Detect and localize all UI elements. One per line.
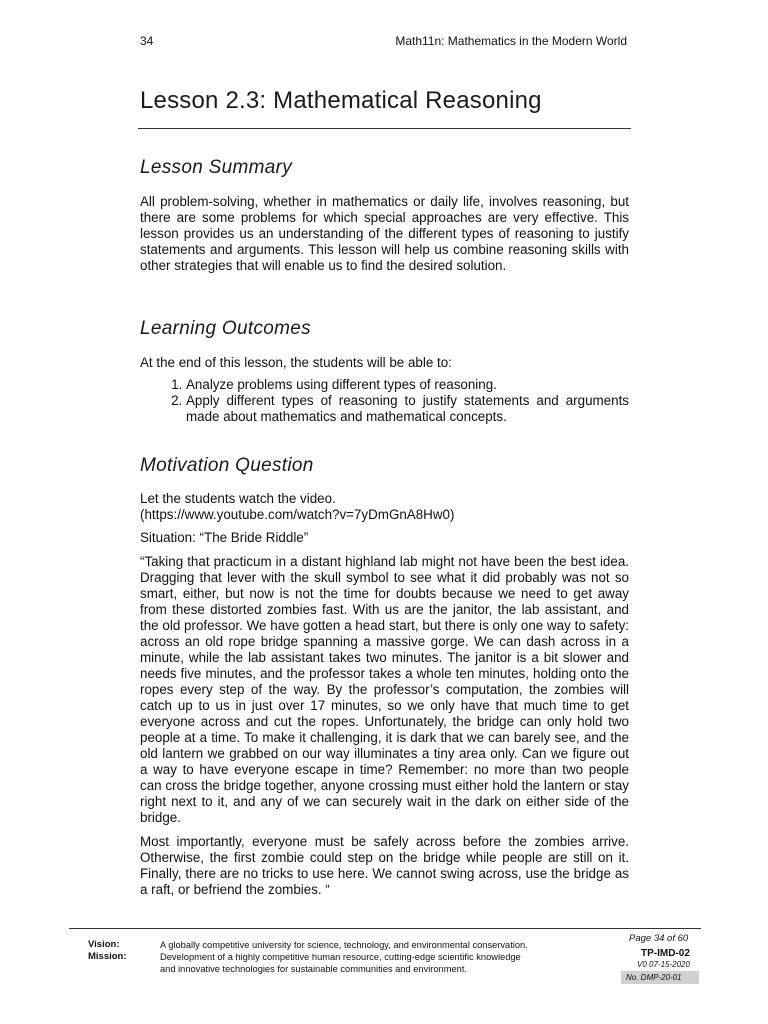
riddle-paragraph-2: Most importantly, everyone must be safely across before the zombies arrive. Otherwise, the first zombie could step on the bridge while people are still on it. Finally, there are no tricks to use here. We cannot swing across, use the bridge as a raft, or befriend the zombies. “ — [140, 834, 629, 897]
vision-label: Vision: — [88, 939, 120, 950]
motivation-heading: Motivation Question — [140, 455, 314, 476]
version-date: V0 07-15-2020 — [637, 960, 690, 969]
course-title: Math11n: Mathematics in the Modern World — [395, 34, 627, 48]
summary-text: All problem-solving, whether in mathematics or daily life, involves reasoning, but there are some problems for which special approaches are very effective. This lesson provides us an understanding of the different types of reasoning to justify statements and arguments. This lesson will help us combine reasoning skills with other strategies that will enable us to find the desired solution. — [140, 194, 629, 273]
video-url[interactable]: (https://www.youtube.com/watch?v=7yDmGnA8Hw0) — [140, 507, 455, 522]
outcomes-list — [140, 377, 629, 425]
footer-divider — [69, 928, 701, 929]
motivation-instruction: Let the students watch the video. — [140, 491, 336, 506]
mission-label: Mission: — [88, 951, 127, 962]
page-of-total: Page 34 of 60 — [629, 933, 689, 944]
form-code: TP-IMD-02 — [641, 948, 690, 959]
title-divider — [138, 128, 631, 129]
lesson-title: Lesson 2.3: Mathematical Reasoning — [140, 87, 542, 114]
outcomes-heading: Learning Outcomes — [140, 318, 311, 339]
mission-text-line-1: Development of a highly competitive human resource, cutting-edge scientific knowledge — [160, 952, 521, 962]
riddle-paragraph-1: “Taking that practicum in a distant highland lab might not have been the best idea. Dragging that lever with the skull symbol to see what it did probably was not so smart, either, but now is not the time for doubts because we need to get away from these distorted zombies fast. With us are the janitor, the lab assistant, and the old professor. We have gotten a head start, but there is only one way to safety: across an old rope bridge spanning a massive gorge. We can dash across in a minute, while the lab assistant takes two minutes. The janitor is a bit slower and needs five minutes, and the professor takes a whole ten minutes, holding onto the ropes every step of the way. By the professor’s computation, the zombies will catch up to us in just over 17 minutes, so we only have that much time to get everyone across and cut the ropes. Unfortunately, the bridge can only hold two people at a time. To make it challenging, it is dark that we can barely see, and the old lantern we grabbed on our way illuminates a tiny area only. Can we figure out a way to have everyone escape in time? Remember: no more than two people can cross the bridge together, anyone crossing must either hold the lantern or stay right next to it, and any of we can securely wait in the dark on either side of the bridge. — [140, 554, 629, 825]
outcomes-intro: At the end of this lesson, the students will be able to: — [140, 355, 452, 370]
outcome-item: 1. Analyze problems using different types of reasoning. — [186, 377, 629, 393]
document-number: No. DMP-20-01 — [621, 971, 699, 984]
outcome-item: 2. Apply different types of reasoning to justify statements and arguments made about mathematics and mathematical concepts. — [186, 393, 629, 425]
summary-heading: Lesson Summary — [140, 157, 293, 178]
mission-text-line-2: and innovative technologies for sustainable communities and environment. — [160, 964, 467, 974]
vision-text: A globally competitive university for science, technology, and environmental conservation. — [160, 940, 528, 950]
page-number: 34 — [140, 34, 154, 48]
situation-label: Situation: “The Bride Riddle” — [140, 530, 309, 545]
